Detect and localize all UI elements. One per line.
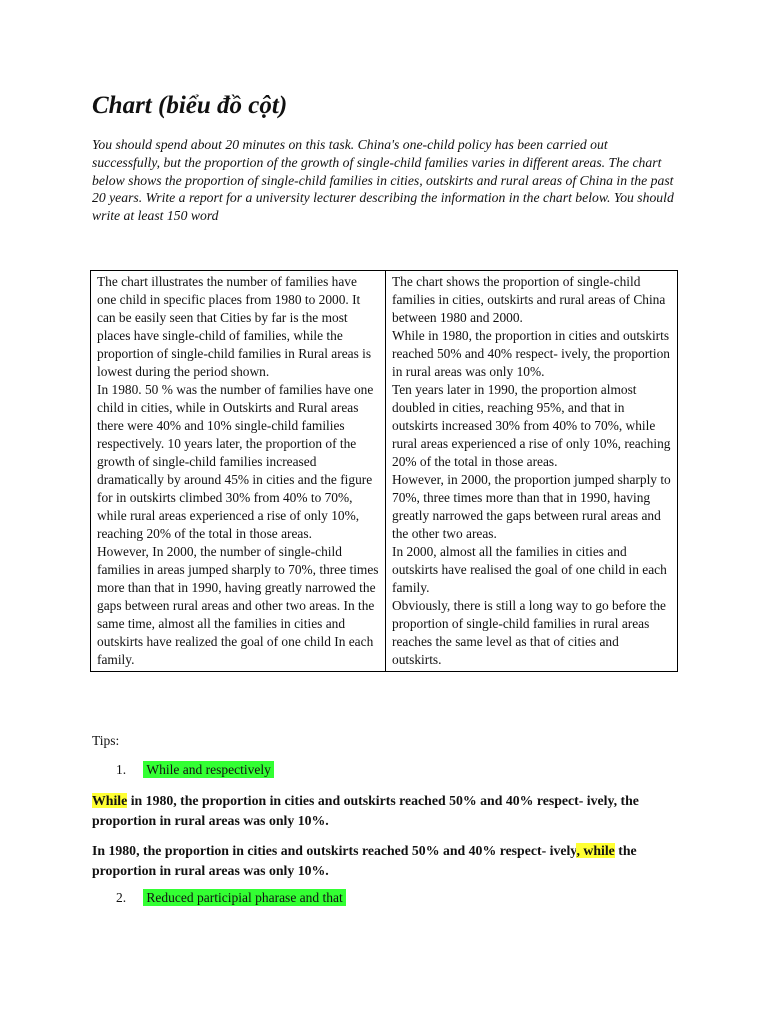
tip-number: 2. [116, 890, 127, 905]
example-sentence-1 [92, 791, 682, 831]
tip-item-2 [116, 890, 346, 906]
tip-highlight-text: Reduced participial pharase and that [143, 889, 345, 906]
essay-right-paragraph: While in 1980, the proportion in cities and outskirts reached 50% and 40% respect- ively, the proportion in rural areas was only 10%. [392, 328, 670, 379]
tips-heading: Tips: [92, 733, 120, 748]
essay-left-paragraph: However, In 2000, the number of single-child families in areas jumped sharply to 70%, three times more than that in 1990, having greatly narrowed the gaps between rural areas and other two areas. In the same time, almost all the families in cities and outskirts have realized the goal of one child In each family. [97, 544, 379, 667]
tip-highlight-text: While and respectively [143, 761, 273, 778]
tip-item-1 [116, 762, 274, 778]
essay-right-paragraph: Ten years later in 1990, the proportion almost doubled in cities, reaching 95%, and that in outskirts increased 30% from 40% to 70%, while rural areas experienced a rise of only 10%, reaching 20% of the total in those areas. [392, 382, 671, 469]
table-row [91, 271, 678, 672]
essay-left-paragraph: In 1980. 50 % was the number of families have one child in cities, while in Outskirts and Rural areas there were 40% and 10% single-child families respectively. 10 years later, the proportion of the growth of single-child families increased dramatically by around 45% in cities and the figure for in outskirts climbed 30% from 40% to 70%, while rural areas experienced a rise of only 10%, reaching 20% of the total in those areas. [97, 382, 374, 541]
essay-comparison-table [90, 270, 678, 672]
essay-right-paragraph: However, in 2000, the proportion jumped sharply to 70%, three times more than that in 1990, having greatly narrowed the gaps between rural areas and the other two areas. [392, 472, 671, 541]
essay-right-paragraph: Obviously, there is still a long way to go before the proportion of single-child families in rural areas reaches the same level as that of cities and outskirts. [392, 598, 666, 667]
page-title: Chart (biểu đồ cột) [92, 92, 288, 119]
essay-right-cell [386, 271, 678, 672]
highlighted-word: , while [576, 843, 615, 858]
example-sentence-2 [92, 841, 682, 881]
essay-left-cell [91, 271, 386, 672]
essay-right-paragraph: In 2000, almost all the families in cities and outskirts have realised the goal of one child in each family. [392, 544, 667, 595]
example-text: In 1980, the proportion in cities and outskirts reached 50% and 40% respect- ively [92, 843, 577, 858]
task-instructions: You should spend about 20 minutes on this task. China's one-child policy has been carried out successfully, but the proportion of the growth of single-child families varies in different areas. The chart below shows the proportion of single-child families in cities, outskirts and rural areas of China in the past 20 years. Write a report for a university lecturer describing the information in the chart below. You should write at least 150 word [92, 137, 674, 224]
example-text: in 1980, the proportion in cities and outskirts reached 50% and 40% respect- ively, the proportion in rural areas was only 10%. [92, 793, 639, 828]
essay-right-paragraph: The chart shows the proportion of single-child families in cities, outskirts and rural areas of China between 1980 and 2000. [392, 274, 666, 325]
tip-number: 1. [116, 762, 127, 777]
example-text: the proportion in rural areas was only 10%. [92, 843, 637, 878]
essay-left-paragraph: The chart illustrates the number of families have one child in specific places from 1980 to 2000. It can be easily seen that Cities by far is the most places have single-child of families, while the proportion of single-child families in Rural areas is lowest during the period shown. [97, 274, 372, 379]
highlighted-word: While [92, 793, 128, 808]
